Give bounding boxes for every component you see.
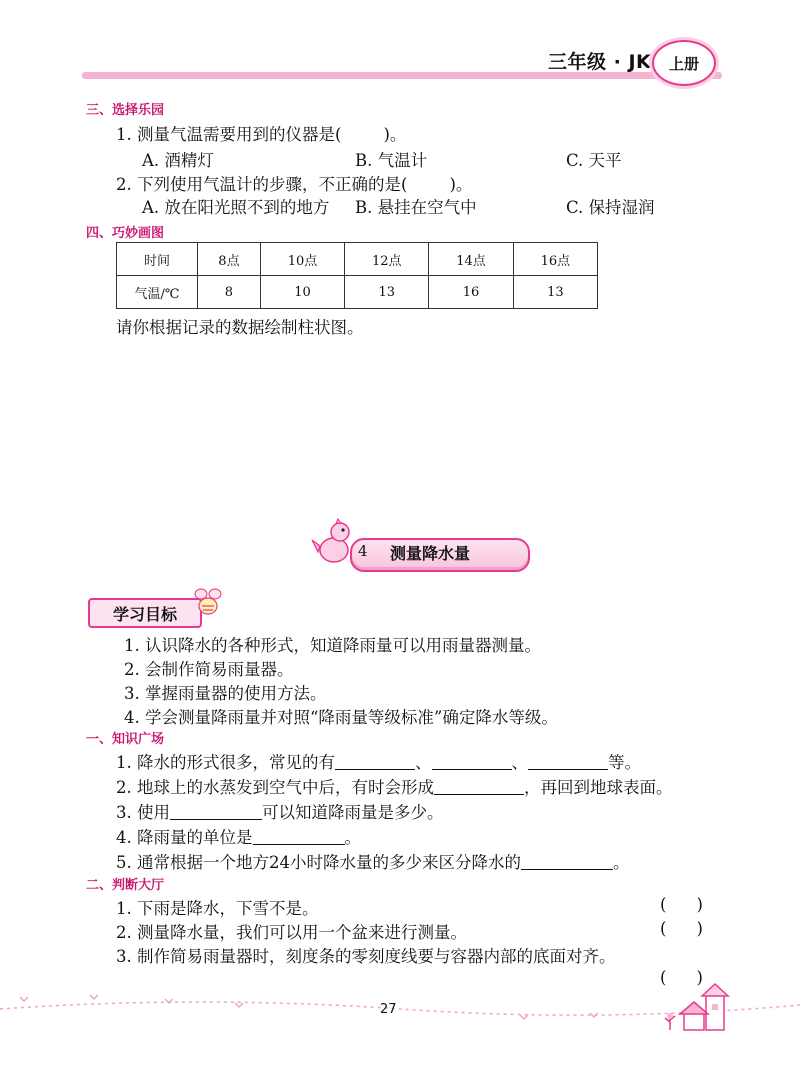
lesson-title: 测量降水量 [390, 544, 471, 563]
judgement-item: 2. 测量降水量，我们可以用一个盆来进行测量。 [116, 923, 467, 942]
answer-blank[interactable] [521, 853, 613, 870]
paren-close: ) [696, 895, 703, 914]
section4-instruction: 请你根据记录的数据绘制柱状图。 [116, 318, 364, 337]
judgement-answer-paren[interactable] [660, 895, 703, 914]
paren-close: ) [696, 919, 703, 938]
table-row [117, 276, 598, 309]
q1-option-a[interactable]: A. 酒精灯 [142, 151, 214, 170]
lesson-number: 4 [358, 542, 368, 560]
knowledge-title: 一、知识广场 [86, 732, 165, 747]
answer-blank[interactable] [434, 778, 524, 795]
volume-badge: 上册 [652, 40, 716, 86]
answer-blank[interactable] [432, 753, 512, 770]
knowledge-q1-text: 1. 降水的形式很多，常见的有 [116, 753, 335, 772]
paren-open: ( [660, 895, 667, 914]
knowledge-q2-end: ，再回到地球表面。 [524, 778, 673, 797]
objective-item: 3. 掌握雨量器的使用方法。 [124, 684, 327, 703]
answer-blank[interactable] [170, 803, 262, 820]
knowledge-q2-text: 2. 地球上的水蒸发到空气中后，有时会形成 [116, 778, 434, 797]
knowledge-q3-end: 可以知道降雨量是多少。 [262, 803, 444, 822]
table-row [117, 243, 598, 276]
knowledge-q5-end: 。 [612, 853, 630, 872]
section3-q2 [116, 171, 472, 195]
judgement-item: 3. 制作简易雨量器时，刻度条的零刻度线要与容器内部的底面对齐。 [116, 947, 616, 966]
table-cell: 16 [429, 276, 513, 309]
q2-option-b[interactable]: B. 悬挂在空气中 [355, 198, 477, 217]
table-cell: 时间 [117, 243, 198, 276]
table-cell: 10点 [260, 243, 344, 276]
temperature-table [116, 242, 598, 309]
q1-option-b[interactable]: B. 气温计 [355, 151, 428, 170]
q2-option-c[interactable]: C. 保持湿润 [566, 198, 655, 217]
bee-mascot-icon [190, 584, 226, 620]
table-cell: 14点 [429, 243, 513, 276]
table-cell: 8 [198, 276, 261, 309]
table-cell: 12点 [345, 243, 429, 276]
grade-label: 三年级 · JK [548, 51, 652, 73]
judgement-answer-paren[interactable] [660, 919, 703, 938]
judgement-title: 二、判断大厅 [86, 878, 165, 893]
q2-close: )。 [449, 175, 473, 194]
knowledge-q5 [116, 849, 629, 873]
section3-title: 三、选择乐园 [86, 103, 165, 118]
answer-blank[interactable] [335, 753, 415, 770]
q2-option-a[interactable]: A. 放在阳光照不到的地方 [142, 198, 330, 217]
separator: 、 [511, 753, 528, 772]
answer-blank[interactable] [253, 828, 345, 845]
q2-text: 2. 下列使用气温计的步骤，不正确的是( [116, 175, 408, 194]
table-cell: 8点 [198, 243, 261, 276]
house-decoration-icon [662, 982, 742, 1034]
knowledge-q4-end: 。 [344, 828, 361, 847]
objective-item: 1. 认识降水的各种形式，知道降雨量可以用雨量器测量。 [124, 636, 541, 655]
knowledge-q2 [116, 774, 673, 798]
judgement-item: 1. 下雨是降水，下雪不是。 [116, 899, 319, 918]
answer-blank[interactable] [528, 753, 608, 770]
paren-open: ( [660, 919, 667, 938]
knowledge-q1-end: 等。 [608, 753, 641, 772]
objectives-label: 学习目标 [88, 598, 202, 628]
knowledge-q3-text: 3. 使用 [116, 803, 170, 822]
table-cell: 16点 [513, 243, 597, 276]
objective-item: 2. 会制作简易雨量器。 [124, 660, 294, 679]
table-cell: 气温/℃ [117, 276, 198, 309]
q1-option-c[interactable]: C. 天平 [566, 151, 622, 170]
q1-close: )。 [383, 125, 407, 144]
page-number: 27 [380, 1002, 397, 1017]
knowledge-q1 [116, 749, 641, 773]
section3-q1 [116, 121, 406, 145]
section4-title: 四、巧妙画图 [86, 226, 165, 241]
table-cell: 13 [345, 276, 429, 309]
knowledge-q4-text: 4. 降雨量的单位是 [116, 828, 253, 847]
separator: 、 [415, 753, 432, 772]
knowledge-q5-text: 5. 通常根据一个地方24小时降水量的多少来区分降水的 [116, 853, 521, 872]
paren-close: ) [696, 968, 703, 987]
q1-text: 1. 测量气温需要用到的仪器是( [116, 125, 342, 144]
knowledge-q4 [116, 824, 361, 848]
paren-open: ( [660, 968, 667, 987]
knowledge-q3 [116, 799, 444, 823]
objective-item: 4. 学会测量降雨量并对照“降雨量等级标准”确定降水等级。 [124, 708, 558, 727]
table-cell: 10 [260, 276, 344, 309]
table-cell: 13 [513, 276, 597, 309]
